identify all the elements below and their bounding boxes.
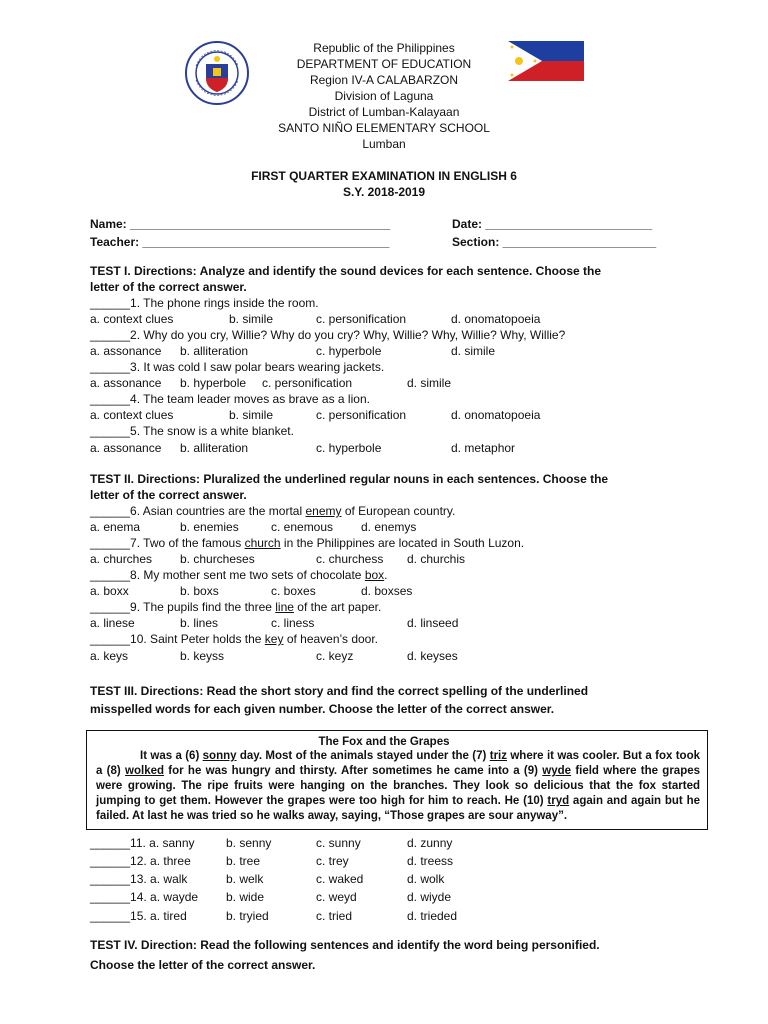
test1-directions-cont: letter of the correct answer. [90, 280, 247, 294]
choice-6c: c. enemous [271, 520, 334, 534]
header-division: Division of Laguna [334, 89, 434, 103]
choice-3c: c. personification [262, 376, 353, 390]
choice-5b: b. alliteration [180, 441, 249, 455]
question-9: ______9. The pupils find the three line of the art paper. [90, 600, 382, 614]
choice-4a: a. context clues [90, 408, 174, 422]
choice-6b: b. enemies [180, 520, 239, 534]
choice-11d: d. zunny [407, 836, 453, 850]
question-14: ______14. a. wayde [90, 890, 199, 904]
question-6: ______6. Asian countries are the mortal enemy of European country. [90, 504, 456, 518]
choice-5a: a. assonance [90, 441, 162, 455]
choice-13d: d. wolk [407, 872, 445, 886]
choice-3a: a. assonance [90, 376, 162, 390]
choice-9c: c. liness [271, 616, 315, 630]
test4-directions: TEST IV. Direction: Read the following sentences and identify the word being personified. [90, 938, 600, 952]
misspelled-word: sonny [202, 750, 237, 762]
question-2: ______2. Why do you cry, Willie? Why do you cry? Why, Willie? Why, Willie? Why, Willie? [90, 328, 566, 342]
question-13: ______13. a. walk [90, 872, 188, 886]
test1-directions: TEST I. Directions: Analyze and identify the sound devices for each sentence. Choose the [90, 264, 602, 278]
question-12: ______12. a. three [90, 854, 191, 868]
choice-9a: a. linese [90, 616, 135, 630]
underlined-word: box [364, 568, 385, 582]
choice-13b: b. welk [226, 872, 264, 886]
story-title: The Fox and the Grapes [318, 736, 450, 748]
choice-1a: a. context clues [90, 312, 174, 326]
choice-1b: b. simile [229, 312, 274, 326]
choice-8d: d. boxses [361, 584, 413, 598]
choice-6d: d. enemys [361, 520, 417, 534]
question-4: ______4. The team leader moves as brave as a lion. [90, 392, 370, 406]
header-region: Region IV-A CALABARZON [309, 73, 459, 87]
question-5: ______5. The snow is a white blanket. [90, 424, 294, 438]
choice-10d: d. keyses [407, 649, 458, 663]
choice-3d: d. simile [407, 376, 452, 390]
question-10: ______10. Saint Peter holds the key of heaven’s door. [90, 632, 379, 646]
choice-7a: a. churches [90, 552, 153, 566]
choice-10c: c. keyz [316, 649, 354, 663]
misspelled-word: wyde [542, 765, 572, 777]
choice-12d: d. treess [407, 854, 454, 868]
test2-directions-cont: letter of the correct answer. [90, 488, 247, 502]
choice-7d: d. churchis [407, 552, 466, 566]
underlined-word: enemy [305, 504, 342, 518]
test3-directions-cont: misspelled words for each given number. Choose the letter of the correct answer. [90, 702, 555, 716]
choice-7c: c. churchess [316, 552, 384, 566]
choice-2a: a. assonance [90, 344, 162, 358]
underlined-word: church [244, 536, 281, 550]
choice-8b: b. boxs [180, 584, 219, 598]
misspelled-word: wolked [125, 765, 165, 777]
choice-4d: d. onomatopoeia [451, 408, 541, 422]
choice-11b: b. senny [226, 836, 272, 850]
choice-15c: c. tried [316, 909, 353, 923]
choice-10b: b. keyss [180, 649, 225, 663]
header-town: Lumban [362, 137, 406, 151]
choice-6a: a. enema [90, 520, 141, 534]
underlined-word: key [264, 632, 284, 646]
choice-15d: d. trieded [407, 909, 458, 923]
misspelled-word: triz [489, 750, 507, 762]
choice-9b: b. lines [180, 616, 219, 630]
choice-10a: a. keys [90, 649, 129, 663]
choice-13c: c. waked [316, 872, 364, 886]
choice-9d: d. linseed [407, 616, 459, 630]
question-1: ______1. The phone rings inside the room. [90, 296, 319, 310]
test2-directions: TEST II. Directions: Pluralized the underlined regular nouns in each sentences. Choose the [90, 472, 609, 486]
test4-directions-cont: Choose the letter of the correct answer. [90, 958, 316, 972]
choice-8a: a. boxx [90, 584, 129, 598]
header-republic: Republic of the Philippines [313, 41, 455, 55]
choice-2c: c. hyperbole [316, 344, 382, 358]
header-district: District of Lumban-Kalayaan [308, 105, 460, 119]
name-field[interactable]: Name: _______________________________________ [90, 217, 391, 231]
choice-2b: b. alliteration [180, 344, 249, 358]
choice-14d: d. wiyde [407, 890, 452, 904]
test3-directions: TEST III. Directions: Read the short story and find the correct spelling of the underlined [90, 684, 589, 698]
date-field[interactable]: Date: _________________________ [452, 217, 653, 231]
choice-5c: c. hyperbole [316, 441, 382, 455]
misspelled-word: tryd [547, 795, 570, 807]
school-year: S.Y. 2018-2019 [342, 185, 426, 199]
choice-7b: b. churcheses [180, 552, 255, 566]
header-school: SANTO NIÑO ELEMENTARY SCHOOL [278, 121, 490, 135]
question-7: ______7. Two of the famous church in the Philippines are located in South Luzon. [90, 536, 525, 550]
teacher-field[interactable]: Teacher: _____________________________________ [90, 235, 390, 249]
question-8: ______8. My mother sent me two sets of chocolate box. [90, 568, 388, 582]
question-3: ______3. It was cold I saw polar bears wearing jackets. [90, 360, 385, 374]
underlined-word: line [275, 600, 294, 614]
choice-3b: b. hyperbole [180, 376, 247, 390]
choice-12c: c. trey [316, 854, 349, 868]
choice-1d: d. onomatopoeia [451, 312, 541, 326]
choice-8c: c. boxes [271, 584, 316, 598]
choice-14b: b. wide [226, 890, 265, 904]
choice-4b: b. simile [229, 408, 274, 422]
choice-11c: c. sunny [316, 836, 361, 850]
question-11: ______11. a. sanny [90, 836, 195, 850]
header-department: DEPARTMENT OF EDUCATION [296, 57, 472, 71]
story-text: It was a (6) sonny day. Most of the animals stayed under the (7) triz where it was cooler. But a fox took a (8) wolked for he was hungry and thirsty. After sometimes he came into a (9) wyde field where the grapes were growing. The ripe fruits were hanging on the branches. They look so delicious that the fox started jumping to get them. However the grapes were too high for him to reach. He (10) tryd again and again but he failed. At last he was tried so he walks away, saying, “Those grapes are sour anyway”. [96, 750, 701, 822]
choice-1c: c. personification [316, 312, 407, 326]
choice-12b: b. tree [226, 854, 261, 868]
choice-14c: c. weyd [316, 890, 357, 904]
section-field[interactable]: Section: _______________________ [452, 235, 657, 249]
question-15: ______15. a. tired [90, 909, 187, 923]
choice-15b: b. tryied [226, 909, 269, 923]
choice-4c: c. personification [316, 408, 407, 422]
choice-2d: d. simile [451, 344, 496, 358]
exam-title: FIRST QUARTER EXAMINATION IN ENGLISH 6 [251, 169, 517, 183]
choice-5d: d. metaphor [451, 441, 516, 455]
